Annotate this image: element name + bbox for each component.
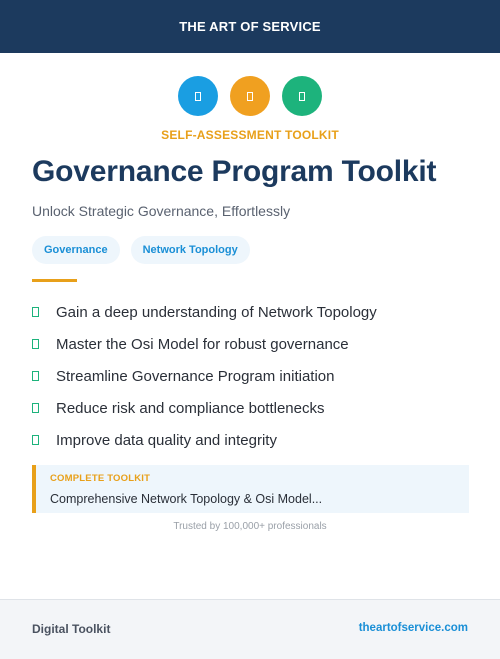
tag-network-topology[interactable]: Network Topology xyxy=(131,236,250,264)
page-title: Governance Program Toolkit xyxy=(32,155,437,188)
tag-governance[interactable]: Governance xyxy=(32,236,120,264)
trust-statement: Trusted by 100,000+ professionals xyxy=(173,521,327,532)
accent-divider xyxy=(32,279,77,282)
check-icon xyxy=(32,307,39,317)
header-bar xyxy=(0,0,500,53)
check-icon xyxy=(32,339,39,349)
check-icon xyxy=(32,371,39,381)
footer-label: Digital Toolkit xyxy=(32,622,111,636)
list-item xyxy=(32,424,377,456)
feature-text: Master the Osi Model for robust governance xyxy=(56,335,349,353)
blue-square-icon xyxy=(178,76,218,116)
callout-text: Comprehensive Network Topology & Osi Model... xyxy=(50,492,323,506)
check-icon xyxy=(32,403,39,413)
square-glyph-icon xyxy=(195,92,201,101)
icon-row xyxy=(0,76,500,116)
toolkit-callout xyxy=(32,465,469,513)
square-glyph-icon xyxy=(247,92,253,101)
feature-text: Reduce risk and compliance bottlenecks xyxy=(56,399,325,417)
orange-square-icon xyxy=(230,76,270,116)
footer xyxy=(0,599,500,659)
list-item xyxy=(32,392,377,424)
feature-list xyxy=(32,296,377,456)
list-item xyxy=(32,296,377,328)
tag-list xyxy=(32,236,250,264)
footer-link[interactable]: theartofservice.com xyxy=(358,622,468,634)
eyebrow-label: SELF-ASSESSMENT TOOLKIT xyxy=(161,128,339,142)
list-item xyxy=(32,328,377,360)
square-glyph-icon xyxy=(299,92,305,101)
list-item xyxy=(32,360,377,392)
check-icon xyxy=(32,435,39,445)
brand-name: THE ART OF SERVICE xyxy=(179,19,321,34)
page-subtitle: Unlock Strategic Governance, Effortlessly xyxy=(32,203,291,219)
feature-text: Gain a deep understanding of Network Topology xyxy=(56,303,377,321)
feature-text: Streamline Governance Program initiation xyxy=(56,367,335,385)
green-square-icon xyxy=(282,76,322,116)
feature-text: Improve data quality and integrity xyxy=(56,431,277,449)
callout-label: COMPLETE TOOLKIT xyxy=(50,473,151,484)
